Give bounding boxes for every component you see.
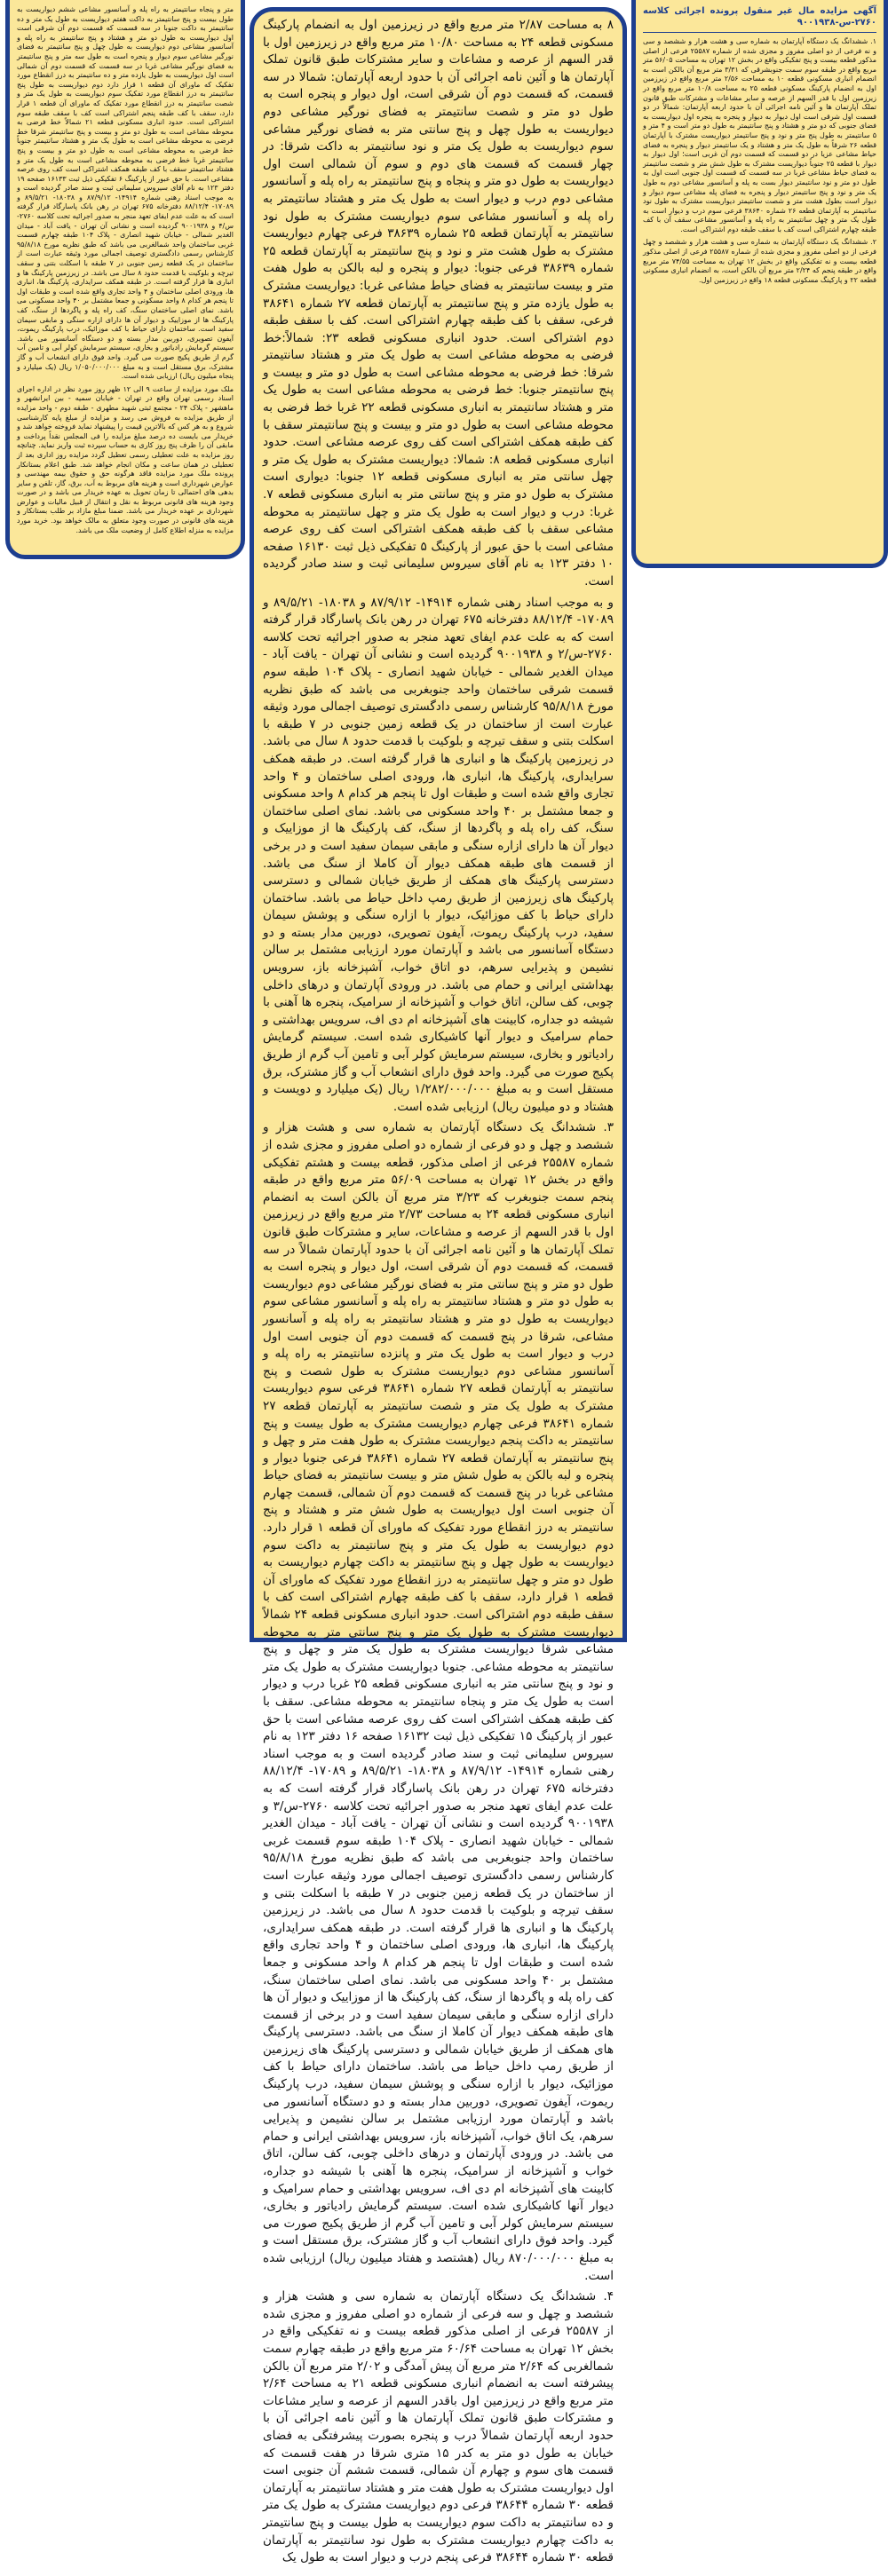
paragraph: ۸ به مساحت ۲/۸۷ متر مربع واقع در زیرزمین اول به انضمام پارکینگ مسکونی قطعه ۲۴ به مساحت ۱۰/۸۰ متر مربع واقع در زیرزمین اول با قدر السهم از عرصه و مشاعات و سایر مشترکات طبق قانون تملک آپارتمان ها و آئین نامه اجرائی آن با حدود اربعه آپارتمان: شمالا در سه قسمت، که قسمت دوم آن شرقی است، اول دیوار و پنجره است به طول دو متر و شصت سانتیمتر به فضای نورگیر مشاعی دوم دیواریست به طول چهل و پنج سانتی متر به فضای نورگیر مشاعی سوم دیواریست به طول یک متر و نود سانتیمتر به داکت شرقا: در چهار قسمت که قسمت های دوم و سوم آن شمالی است اول دیواریست به طول دو متر و پنجاه و پنج سانتیمتر به راه پله و آسانسور مشاعی دوم درب و دیوار است به طول یک متر و هشتاد سانتیمتر به راه پله و آسانسور مشاعی سوم دیواریست مشترک به طول نود سانتیمتر به آپارتمان قطعه ۲۵ شماره ۳۸۶۳۹ فرعی چهارم دیواریست مشترک به طول هشت متر و نود و پنج سانتیمتر به آپارتمان قطعه ۲۵ شماره ۳۸۶۳۹ فرعی جنوبا: دیوار و پنجره و لبه بالکن به طول هفت متر و بیست سانتیمتر به فضای حیاط مشاعی غربا: دیواریست مشترک به طول یازده متر و پنج سانتیمتر به آپارتمان قطعه ۲۷ شماره ۳۸۶۴۱ فرعی، سقف با کف طبقه چهارم اشتراکی است. کف با سقف طبقه دوم اشتراکی است. حدود انباری مسکونی قطعه ۲۳: شمالاً:خط فرضی به محوطه مشاعی است به طول یک متر و هشتاد سانتیمتر شرقا: خط فرضی به محوطه مشاعی است به طول دو متر و بیست و پنج سانتیمتر جنوبا: خط فرضی به محوطه مشاعی است به طول یک متر و هشتاد سانتیمتر به انباری مسکونی قطعه ۲۲ غربا خط فرضی به محوطه مشاعی است به طول دو متر و بیست و پنج سانتیمتر سقف با کف طبقه همکف اشتراکی است کف روی عرصه مشاعی است. حدود انباری مسکونی قطعه ۸: شمالا: دیواریست مشترک به طول یک متر و چهل سانتی متر به انباری مسکونی قطعه ۱۲ جنوبا: دیواری است مشترک به طول دو متر و پنج سانتی متر به انباری مسکونی قطعه ۷. غربا: درب و دیوار است به طول یک متر و چهل سانتیمتر به محوطه مشاعی سقف با کف طبقه همکف اشتراکی است کف روی عرصه مشاعی است با حق عبور از پارکینگ ۵ تفکیکی ذیل ثبت ۱۶۱۳۰ صفحه ۱۰ دفتر ۱۲۳ به نام آقای سیروس سلیمانی ثبت و سند صادر گردیده است.	[263, 18, 614, 589]
paragraph: ۴. ششدانگ یک دستگاه آپارتمان به شماره سی و هشت هزار و ششصد و چهل و سه فرعی از شماره دو اصلی مفروز و مجزی شده از ۲۵۵۸۷ فرعی از اصلی مذکور قطعه بیست و نه تفکیکی واقع در بخش ۱۲ تهران به مساحت ۶۰/۶۴ متر مربع واقع در طبقه چهارم سمت شمالغربی که ۲/۶۴ متر مربع آن پیش آمدگی و ۲/۰۲ متر مربع آن بالکن پیشرفته است به انضمام انباری مسکونی قطعه ۲۱ به مساحت ۲/۶۴ متر مربع واقع در زیرزمین اول باقدر السهم از عرصه و سایر مشاعات و مشترکات طبق قانون تملک آپارتمان ها و آئین نامه اجرائی آن با حدود اربعه آپارتمان شمالاً درب و پنجره بصورت پیشرفتگی به فضای خیابان به طول دو متر به کدر ۱۵ متری شرقا در هفت قسمت که قسمت های سوم و چهارم آن شمالی، قسمت ششم آن جنوبی است اول دیواریست مشترک به طول هفت متر و هشتاد سانتیمتر به آپارتمان قطعه ۳۰ شماره ۳۸۶۴۴ فرعی دوم دیواریست مشترک به طول یک متر و ده سانتیمتر به داکت سوم دیواریست به طول بیست و پنج سانتیمتر به داکت چهارم دیواریست مشترک به طول نود سانتیمتر به آپارتمان قطعه ۳۰ شماره ۳۸۶۴۴ فرعی پنجم درب و دیوار است به طول یک	[263, 2289, 614, 2565]
paragraph: ۱. ششدانگ یک دستگاه آپارتمان به شماره سی و هشت هزار و ششصد و سی و نه فرعی از دو اصلی مفروز و مجزی شده از شماره ۲۵۵۸۷ فرعی از اصلی مذکور قطعه بیست و پنج تفکیکی واقع در بخش ۱۲ تهران به مساحت ۵۶/۰۵ متر مربع واقع در طبقه سوم سمت جنوبشرقی که ۳/۳۱ متر مربع آن بالکن است به انضمام انباری مسکونی قطعه ۱۰ به مساحت ۲/۵۶ متر مربع واقع در زیرزمین اول به انضمام پارکینگ مسکونی قطعه ۲۵ به مساحت ۱۰/۸ متر مربع واقع در زیرزمین اول با قدر السهم از عرصه و سایر مشاعات و مشترکات طبق قانون تملک آپارتمان ها و آئین نامه اجرائی آن با حدود اربعه آپارتمان: شمالاً در دو قسمت اول شرقی است اول دیوار به دیوار و پنجره به پنجره اول دیواریست به فضای جنوبی که دو متر و هشتاد و پنج سانتیمتر به طول دو متر است و ۴ متر و ۵ سانتیمتر به طول پنج متر و نود و پنج سانتیمتر دیواریست مشترک با آپارتمان قطعه ۲۶ شرقاً به طول یک متر و هشتاد و یک سانتیمتر دیوار و پنجره به فضای حیاط مشاعی عزیا در دو قسمت که قسمت دوم آن غربی است؛ اول دیوار به دیوار با قطعه ۲۵ جنوباً دیواریست مشترک به طول شش متر و شصت سانتیمتر به فضای حیاط مشاعی غربا در سه قسمت که قسمت اول جنوبی است اول به طول دو متر و نود سانتیمتر دیوار بست به پله و آسانسور مشاعی دوم به طول یک متر و نود و پنج سانتیمتر دیوار و پنجره به فضای پله مشاعی سوم دیوار و دیوار است بطول هشت متر و شصت سانتیمتر دیواریست مشترک به طول نود سانتیمتر به آپارتمان قطعه ۲۶ شماره ۳۸۶۴۰ فرعی سوم درب و دیوار است به طول یک متر و چهل سانتیمتر به راه پله و آسانسور مشاعی سقف آن با کف طبقه چهارم اشتراکی است کف با سقف طبقه دوم اشتراکی است.	[643, 37, 877, 233]
paragraph: متر و پنجاه سانتیمتر به راه پله و آسانسور مشاعی ششم دیواریست به طول بیست و پنج سانتیمتر به داکت هفتم دیواریست به طول یک متر و ده سانتیمتر به داکت جنوبا در سه قسمت که قسمت دوم آن شرقی است اول دیواریست به طول دو متر و هشتاد و پنج سانتیمتر به راه پله و آسانسور مشاعی دوم دیواریست به طول چهل و پنج سانتیمتر به فضای نورگیر مشاعی سوم دیوار و پنجره است به طول سه متر و پنج سانتیمتر به فضای نورگیر مشاعی غربا در سه قسمت که قسمت دوم آن شمالی است اول دیواریست به طول یازده متر و ده سانتیمتر به درز انقطاع مورد تفکیک که ماورای آن قطعه ۱ قرار دارد دوم دیواریست به طول پنج سانتیمتر به درز انقطاع مورد تفکیک سوم دیواریست به طول یک متر و شصت سانتیمتر به درز انقطاع مورد تفکیک که ماورای آن قطعه ۱ قرار دارد، سقف با کف طبقه پنجم اشتراکی است کف با سقف طبقه سوم اشتراکی است. حدود انباری مسکونی قطعه ۲۱ شمالاً خط فرضی به محوطه مشاعی است به طول دو متر و بیست و پنج سانتیمتر شرقا خط فرضی به محوطه مشاعی است به طول یک متر و هشتاد سانتیمتر جنوباً خط فرضی به محوطه مشاعی است به طول دو متر و بیست و پنج سانتیمتر غربا خط فرضی به محوطه مشاعی است به طول یک متر و هشتاد سانتیمتر سقف با کف طبقه همکف اشتراکی است کف روی عرصه مشاعی است. با حق عبور از پارکینگ ۶ تفکیکی ذیل ثبت ۱۶۱۳۳ صفحه ۱۹ دفتر ۱۲۳ به نام آقای سیروس سلیمانی ثبت و سند صادر گردیده است و به موجب اسناد رهنی شماره ۱۴۹۱۴- ۸۷/۹/۱۲ و ۱۸۰۳۸- ۸۹/۵/۲۱ و ۱۷۰۸۹- ۸۸/۱۲/۴ دفترخانه ۶۷۵ تهران در رهن بانک پاسارگاد قرار گرفته است که به علت عدم ایفای تعهد منجر به صدور اجرائیه تحت کلاسه ۲۷۶۰-س/۴ و ۹۰۰۱۹۳۸ گردیده است و نشانی آن تهران - یافت آباد - میدان الغدیر شمالی - خیابان شهید انصاری - پلاک ۱۰۴ طبقه چهارم قسمت غربی ساختمان واحد شمالغربی می باشد که طبق نظریه مورخ ۹۵/۸/۱۸ کارشناس رسمی دادگستری توصیف اجمالی مورد وثیقه عبارت است از ساختمان در یک قطعه زمین جنوبی در ۷ طبقه با اسکلت بتنی و سقف تیرچه و بلوکیت با قدمت حدود ۸ سال می باشد. در زیرزمین پارکینگ ها و انباری ها قرار گرفته است. در طبقه همکف سرایداری، پارکینگ ها، انباری ها، ورودی اصلی ساختمان و ۴ واحد تجاری واقع شده است و طبقات اول تا پنجم هر کدام ۸ واحد مسکونی و جمعا مشتمل بر ۴۰ واحد مسکونی می باشد. نمای اصلی ساختمان سنگ، کف راه پله و پاگردها از سنگ، کف پارکینگ ها از موزاییک و دیوار آن ها دارای ازاره سنگی و مابقی سیمان سفید است. ساختمان دارای حیاط با کف موزائیک، درب پارکینگ ریموت، آیفون تصویری، دوربین مدار بسته و دو دستگاه آسانسور می باشد. سیستم گرمایش رادیاتور و بخاری، سیستم سرمایش کولر آبی و تامین آب گرم از طریق پکیج صورت می گیرد. واحد فوق دارای انشعاب آب و گاز مشترک، برق مستقل است و به مبلغ ۱/۰۵۰/۰۰۰/۰۰۰ ریال (یک میلیارد و پنجاه میلیون ریال) ارزیابی شده است.	[17, 5, 234, 381]
heading-divider	[643, 32, 876, 33]
left-column	[5, 0, 245, 559]
middle-column	[250, 7, 627, 2565]
notice-heading: آگهی مزایده مال غیر منقول پرونده اجرائی کلاسه ۲۷۶۰-س-۹۰۰۱۹۳۸	[643, 6, 876, 28]
paragraph: ۳. ششدانگ یک دستگاه آپارتمان به شماره سی و هشت هزار و ششصد و چهل و دو فرعی از شماره دو اصلی مفروز و مجزی شده از شماره ۲۵۵۸۷ فرعی از اصلی مذکور، قطعه بیست و هشتم تفکیکی واقع در بخش ۱۲ تهران به مساحت ۵۶/۰۹ متر مربع واقع در طبقه پنجم سمت جنوبغرب که ۳/۲۳ متر مربع آن بالکن است به انضمام انباری مسکونی قطعه ۲۴ به مساحت ۲/۷۳ متر مربع واقع در زیرزمین اول با قدر السهم از عرصه و مشاعات، سایر و مشترکات طبق قانون تملک آپارتمان ها و آئین نامه اجرائی آن با حدود آپارتمان شمالاً در سه قسمت، که قسمت دوم آن شرقی است، اول دیوار و پنجره است به طول دو متر و پنج سانتی متر به فضای نورگیر مشاعی دوم دیواریست به طول دو متر و هشتاد سانتیمتر به راه پله و آسانسور مشاعی سوم دیواریست به طول دو متر و هشتاد سانتیمتر به راه پله و آسانسور مشاعی، شرقا در پنج قسمت که قسمت دوم آن جنوبی است اول درب و دیوار است به طول یک متر و پانزده سانتیمتر به راه پله و آسانسور مشاعی دوم دیواریست مشترک به طول شصت و پنج سانتیمتر به آپارتمان قطعه ۲۷ شماره ۳۸۶۴۱ فرعی سوم دیواریست مشترک به طول یک متر و شصت سانتیمتر به آپارتمان قطعه ۲۷ شماره ۳۸۶۴۱ فرعی چهارم دیواریست مشترک به طول بیست و پنج سانتیمتر به داکت پنجم دیواریست مشترک به طول هفت متر و چهل و پنج سانتیمتر به آپارتمان قطعه ۲۷ شماره ۳۸۶۴۱ فرعی جنوبا دیوار و پنجره و لبه بالکن به طول شش متر و بیست سانتیمتر به فضای حیاط مشاعی غربا در پنج قسمت که قسمت دوم آن شمالی، قسمت چهارم آن جنوبی است اول دیواریست به طول شش متر و هشتاد و پنج سانتیمتر به درز انقطاع مورد تفکیک که ماورای آن قطعه ۱ قرار دارد. دوم دیواریست به طول یک متر و پنج سانتیمتر به داکت سوم دیواریست به طول چهل و پنج سانتیمتر به داکت چهارم دیواریست به طول دو متر و چهل سانتیمتر به درز انقطاع مورد تفکیک که ماورای آن قطعه ۱ قرار دارد، سقف با کف طبقه چهارم اشتراکی است کف با سقف طبقه دوم اشتراکی است. حدود انباری مسکونی قطعه ۲۴ شمالاً دیواریست مشترک به طول یک متر و پنج سانتی متر به محوطه مشاعی شرقا دیواریست مشترک به طول یک متر و چهل و پنج سانتیمتر به محوطه مشاعی. جنوبا دیواریست مشترک به طول یک متر و نود و پنج سانتی متر به انباری مسکونی قطعه ۲۵ غربا درب و دیوار است به طول یک متر و پنجاه سانتیمتر به محوطه مشاعی. سقف با کف طبقه همکف اشتراکی است کف روی عرصه مشاعی است با حق عبور از پارکینگ ۱۵ تفکیکی ذیل ثبت ۱۶۱۳۲ صفحه ۱۶ دفتر ۱۲۳ به نام سیروس سلیمانی ثبت و سند صادر گردیده است و به موجب اسناد رهنی شماره ۱۴۹۱۴- ۸۷/۹/۱۲ و ۱۸۰۳۸- ۸۹/۵/۲۱ و ۱۷۰۸۹- ۸۸/۱۲/۴ دفترخانه ۶۷۵ تهران در رهن بانک پاسارگاد قرار گرفته است که به علت عدم ایفای تعهد منجر به صدور اجرائیه تحت کلاسه ۲۷۶۰-س/۳ و ۹۰۰۱۹۳۸ گردیده است و نشانی آن تهران - یافت آباد - میدان الغدیر شمالی - خیابان شهید انصاری - پلاک ۱۰۴ طبقه سوم قسمت غربی ساختمان واحد جنوبغربی می باشد که طبق نظریه مورخ ۹۵/۸/۱۸ کارشناس رسمی دادگستری توصیف اجمالی مورد وثیقه عبارت است از ساختمان در یک قطعه زمین جنوبی در ۷ طبقه با اسکلت بتنی و سقف تیرچه و بلوکیت با قدمت حدود ۸ سال می باشد. در زیرزمین پارکینگ ها و انباری ها قرار گرفته است. در طبقه همکف سرایداری، پارکینگ ها، انباری ها، ورودی اصلی ساختمان و ۴ واحد تجاری واقع شده است و طبقات اول تا پنجم هر کدام ۸ واحد مسکونی و جمعا مشتمل بر ۴۰ واحد مسکونی می باشد. نمای اصلی ساختمان سنگ، کف راه پله و پاگردها از سنگ، کف پارکینگ ها از موزاییک و دیوار آن ها دارای ازاره سنگی و مابقی سیمان سفید است و در برخی از قسمت های طبقه همکف دیوار آن کاملا از سنگ می باشد. دسترسی پارکینگ های همکف از طریق خیابان شمالی و دسترسی پارکینگ های زیرزمین از طریق رمپ داخل حیاط می باشد. ساختمان دارای حیاط با کف موزائیک، دیوار با ازاره سنگی و پوشش سیمان سفید، درب پارکینگ ریموت، آیفون تصویری، دوربین مدار بسته و دو دستگاه آسانسور می باشد و آپارتمان مورد ارزیابی مشتمل بر سالن نشیمن و پذیرایی سرهم، یک اتاق خواب، آشپزخانه باز، سرویس بهداشتی ایرانی و حمام می باشد. در ورودی آپارتمان و درهای داخلی چوبی، کف سالن، اتاق خواب و آشپزخانه از سرامیک، پنجره ها آهنی با شیشه دو جداره، کابینت های آشپزخانه ام دی اف، سرویس بهداشتی و حمام سرامیک و دیوار آنها کاشیکاری شده است. سیستم گرمایش رادیاتور و بخاری، سیستم سرمایش کولر آبی و تامین آب گرم از طریق پکیج صورت می گیرد. واحد فوق دارای انشعاب آب و گاز مشترک، برق مستقل است و به مبلغ ۸۷۰/۰۰۰/۰۰۰ ریال (هشتصد و هفتاد میلیون ریال) ارزیابی شده است.	[263, 1120, 614, 2283]
paragraph: و به موجب اسناد رهنی شماره ۱۴۹۱۴- ۸۷/۹/۱۲ و ۱۸۰۳۸- ۸۹/۵/۲۱ و ۱۷۰۸۹- ۸۸/۱۲/۴ دفترخانه ۶۷۵ تهران در رهن بانک پاسارگاد قرار گرفته است که به علت عدم ایفای تعهد منجر به صدور اجرائیه تحت کلاسه ۲۷۶۰-س/۲ و ۹۰۰۱۹۳۸ گردیده است و نشانی آن تهران - یافت آباد - میدان الغدیر شمالی - خیابان شهید انصاری - پلاک ۱۰۴ طبقه سوم قسمت شرقی ساختمان واحد جنوبغربی می باشد که طبق نظریه مورخ ۹۵/۸/۱۸ کارشناس رسمی دادگستری توصیف اجمالی مورد وثیقه عبارت است از ساختمان در یک قطعه زمین جنوبی در ۷ طبقه با اسکلت بتنی و سقف تیرچه و بلوکیت با قدمت حدود ۸ سال می باشد. در زیرزمین پارکینگ ها و انباری ها قرار گرفته است. در طبقه همکف سرایداری، پارکینگ ها، انباری ها، ورودی اصلی ساختمان و ۴ واحد تجاری واقع شده است و طبقات اول تا پنجم هر کدام ۸ واحد مسکونی و جمعا مشتمل بر ۴۰ واحد مسکونی می باشد. نمای اصلی ساختمان سنگ، کف راه پله و پاگردها از سنگ، کف پارکینگ ها از موزاییک و دیوار آن ها دارای ازاره سنگی و مابقی سیمان سفید است و در برخی از قسمت های طبقه همکف دیوار آن کاملا از سنگ می باشد. دسترسی پارکینگ های همکف از طریق خیابان شمالی و دسترسی پارکینگ های زیرزمین از طریق رمپ داخل حیاط می باشد. ساختمان دارای حیاط با کف موزائیک، دیوار با ازاره سنگی و پوشش سیمان سفید، درب پارکینگ ریموت، آیفون تصویری، دوربین مدار بسته و دو دستگاه آسانسور می باشد و آپارتمان مورد ارزیابی مشتمل بر سالن نشیمن و پذیرایی سرهم، دو اتاق خواب، آشپزخانه باز، سرویس بهداشتی ایرانی و حمام می باشد. در ورودی آپارتمان و درهای داخلی چوبی، کف سالن، اتاق خواب و آشپزخانه از سرامیک، پنجره ها آهنی با شیشه دو جداره، کابینت های آشپزخانه ام دی اف، سرویس بهداشتی و حمام سرامیک و دیوار آنها کاشیکاری شده است. سیستم گرمایش رادیاتور و بخاری، سیستم سرمایش کولر آبی و تامین آب گرم از طریق پکیج صورت می گیرد. واحد فوق دارای انشعاب آب و گاز مشترک، برق مستقل است و به مبلغ ۱/۲۸۲/۰۰۰/۰۰۰ ریال (یک میلیارد و دویست و هشتاد و دو میلیون ریال) ارزیابی شده است.	[263, 595, 614, 1114]
paragraph: ۲. ششدانگ یک دستگاه آپارتمان به شماره سی و هشت هزار و ششصد و چهل فرعی از دو اصلی مفروز و مجزی شده از شماره ۲۵۵۸۷ فرعی از اصلی مذکور قطعه بیست و نه تفکیکی واقع در بخش ۱۲ تهران به مساحت ۷۴/۵۵ متر مربع واقع در طبقه پنجم که ۲/۲۴ متر مربع آن بالکن است، به انضمام انباری مسکونی قطعه ۲۲ و پارکینگ مسکونی قطعه ۱۸ واقع در زیرزمین اول.	[643, 238, 877, 284]
right-column	[631, 0, 888, 568]
paragraph: ملک مورد مزایده از ساعت ۹ الی ۱۲ ظهر روز مورد نظر در اداره اجرای اسناد رسمی تهران واقع در تهران - خیابان سمیه - بین ایرانشهر و ماهشهر - پلاک ۲۴ - مجتمع ثبتی شهید مطهری - طبقه دوم - واحد مزایده از طریق مزایده به فروش می رسد و مزایده از مبلغ پایه کارشناسی شروع و به هر کس که بالاترین قیمت را پیشنهاد نماید فروخته خواهد شد و خریدار می بایست ده درصد مبلغ مزایده را فی المجلس نقداً پرداخت و مابقی آن را ظرف پنج روز کاری به حساب سپرده ثبت واریز نماید. چنانچه روز مزایده به علت تعطیلی رسمی تعطیل گردد مزایده روز اداری بعد از تعطیلی در همان ساعت و مکان انجام خواهد شد. طبق اعلام بستانکار پرونده ملک مورد مزایده فاقد هرگونه حق و حقوق بیمه مهندسی و عوارض شهرداری است و هزینه های مربوط به آب، برق، گاز، تلفن و سایر بدهی های احتمالی تا زمان تحویل به عهده خریدار می باشد و در صورت وجود هزینه های قانونی مربوط به نقل و انتقال از قبیل مالیات و عوارض شهرداری بر عهده خریدار می باشد. ضمنا مبلغ مازاد بر طلب بستانکار و هزینه های قانونی در صورت وجود متعلق به مالک خواهد بود. خرید مورد مزایده به منزله اطلاع کامل از وضعیت ملک می باشد.	[17, 384, 234, 534]
